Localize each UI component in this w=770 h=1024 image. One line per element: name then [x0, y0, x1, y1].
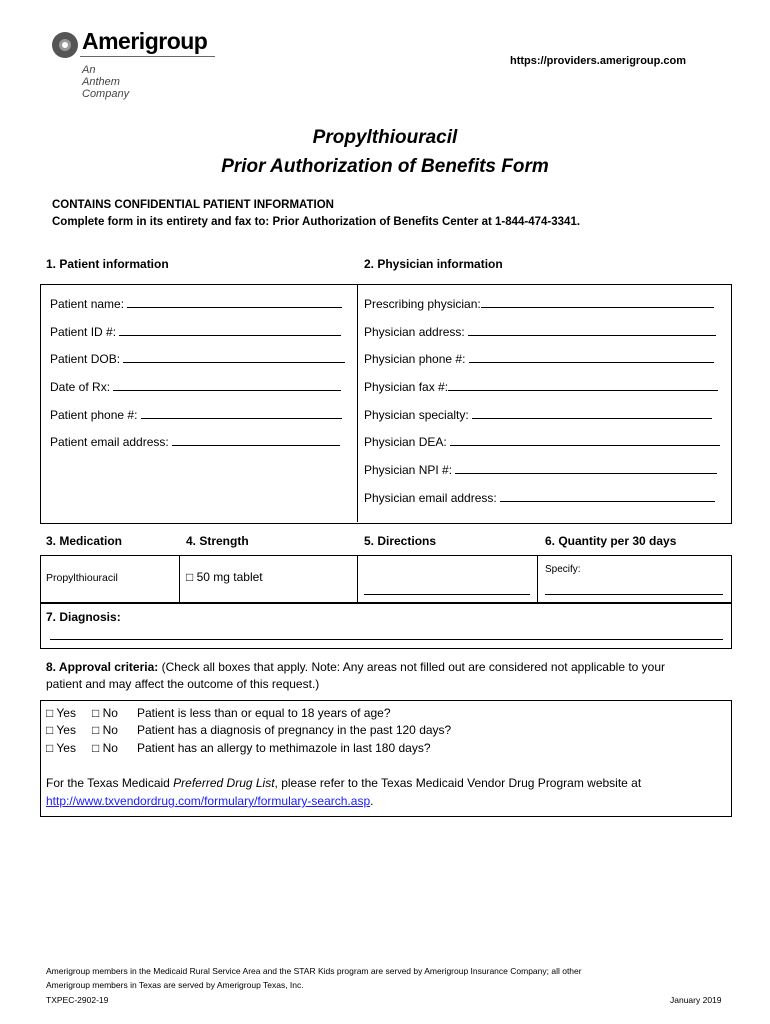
fax-instructions: Complete form in its entirety and fax to: Prior Authorization of Benefits Center at 1-844-474-3341.	[52, 216, 581, 228]
physician-phone-field[interactable]	[364, 352, 714, 366]
diagnosis-box	[40, 602, 732, 649]
texas-note-pre: For the Texas Medicaid	[46, 776, 174, 790]
directions-heading: 5. Directions	[364, 534, 437, 548]
directions-input[interactable]	[364, 594, 530, 595]
physician-dea-field[interactable]	[364, 435, 720, 449]
amerigroup-logo-icon	[50, 30, 80, 60]
physician-dea-label: Physician DEA:	[364, 435, 447, 449]
texas-note-post: , please refer to the Texas Medicaid Vendor Drug Program website at	[274, 776, 642, 790]
medication-divider-1	[179, 555, 180, 602]
confidential-notice: CONTAINS CONFIDENTIAL PATIENT INFORMATION	[52, 199, 334, 211]
diagnosis-heading: 7. Diagnosis:	[46, 610, 121, 624]
header-url: https://providers.amerigroup.com	[510, 55, 687, 67]
criteria-1-text: Patient is less than or equal to 18 years of age?	[137, 706, 391, 720]
quantity-input[interactable]	[545, 594, 723, 595]
criteria-2-no[interactable]: □ No	[92, 723, 118, 737]
physician-info-heading: 2. Physician information	[364, 257, 503, 271]
patient-dob-field[interactable]	[50, 352, 345, 366]
patient-email-field[interactable]	[50, 435, 340, 449]
criteria-2-text: Patient has a diagnosis of pregnancy in the past 120 days?	[137, 723, 452, 737]
criteria-1-no[interactable]: □ No	[92, 706, 118, 720]
approval-criteria-note: (Check all boxes that apply. Note: Any areas not filled out are considered not applicable to your	[158, 660, 666, 674]
footer-line-1: Amerigroup members in the Medicaid Rural Service Area and the STAR Kids program are served by Amerigroup Insurance Company; all other	[46, 966, 582, 976]
quantity-heading: 6. Quantity per 30 days	[545, 534, 677, 548]
patient-info-heading: 1. Patient information	[46, 257, 169, 271]
diagnosis-input[interactable]	[50, 639, 723, 640]
date-of-rx-label: Date of Rx:	[50, 380, 111, 394]
patient-id-label: Patient ID #:	[50, 325, 117, 339]
prescribing-physician-field[interactable]	[364, 297, 714, 311]
form-date: January 2019	[670, 995, 722, 1005]
strength-heading: 4. Strength	[186, 534, 249, 548]
patient-phone-label: Patient phone #:	[50, 408, 138, 422]
patient-dob-label: Patient DOB:	[50, 352, 121, 366]
logo-tagline: An Anthem Company	[82, 64, 130, 100]
criteria-1-yes[interactable]: □ Yes	[46, 706, 76, 720]
specify-label: Specify:	[545, 564, 581, 575]
approval-criteria-heading: 8. Approval criteria:	[46, 660, 159, 674]
logo-name: Amerigroup	[82, 28, 208, 54]
patient-physician-box	[40, 284, 732, 524]
physician-email-field[interactable]	[364, 491, 715, 505]
criteria-3-yes[interactable]: □ Yes	[46, 741, 76, 755]
date-of-rx-field[interactable]	[50, 380, 341, 394]
prescribing-physician-label: Prescribing physician:	[364, 297, 481, 311]
physician-fax-label: Physician fax #:	[364, 380, 449, 394]
patient-email-label: Patient email address:	[50, 435, 169, 449]
medication-divider-3	[537, 555, 538, 602]
texas-pdl-note	[46, 776, 641, 790]
approval-criteria-intro	[46, 660, 665, 674]
patient-id-field[interactable]	[50, 325, 341, 339]
physician-specialty-label: Physician specialty:	[364, 408, 469, 422]
physician-specialty-field[interactable]	[364, 408, 712, 422]
texas-link-line	[46, 794, 373, 808]
physician-phone-label: Physician phone #:	[364, 352, 466, 366]
link-period: .	[370, 794, 374, 808]
physician-npi-field[interactable]	[364, 463, 717, 477]
physician-address-field[interactable]	[364, 325, 716, 339]
logo-divider	[80, 56, 215, 57]
physician-address-label: Physician address:	[364, 325, 465, 339]
criteria-3-no[interactable]: □ No	[92, 741, 118, 755]
criteria-3-text: Patient has an allergy to methimazole in last 180 days?	[137, 741, 431, 755]
patient-name-label: Patient name:	[50, 297, 125, 311]
approval-criteria-note-2: patient and may affect the outcome of this request.)	[46, 677, 320, 691]
medication-divider-2	[357, 555, 358, 602]
txvendordrug-link[interactable]: http://www.txvendordrug.com/formulary/formulary-search.asp	[46, 794, 371, 808]
form-title-drug: Propylthiouracil	[312, 127, 458, 148]
physician-fax-field[interactable]	[364, 380, 718, 394]
strength-checkbox-50mg[interactable]: □ 50 mg tablet	[186, 570, 263, 584]
patient-name-field[interactable]	[50, 297, 342, 311]
preferred-drug-list: Preferred Drug List	[173, 776, 275, 790]
medication-heading: 3. Medication	[46, 534, 123, 548]
drug-name: Propylthiouracil	[46, 572, 118, 584]
form-title: Prior Authorization of Benefits Form	[221, 156, 549, 177]
criteria-2-yes[interactable]: □ Yes	[46, 723, 76, 737]
medication-row	[40, 555, 732, 604]
physician-npi-label: Physician NPI #:	[364, 463, 453, 477]
form-code: TXPEC-2902-19	[46, 995, 109, 1005]
physician-email-label: Physician email address:	[364, 491, 497, 505]
column-divider	[357, 284, 358, 522]
footer-line-2: Amerigroup members in Texas are served by Amerigroup Texas, Inc.	[46, 980, 304, 990]
patient-phone-field[interactable]	[50, 408, 342, 422]
